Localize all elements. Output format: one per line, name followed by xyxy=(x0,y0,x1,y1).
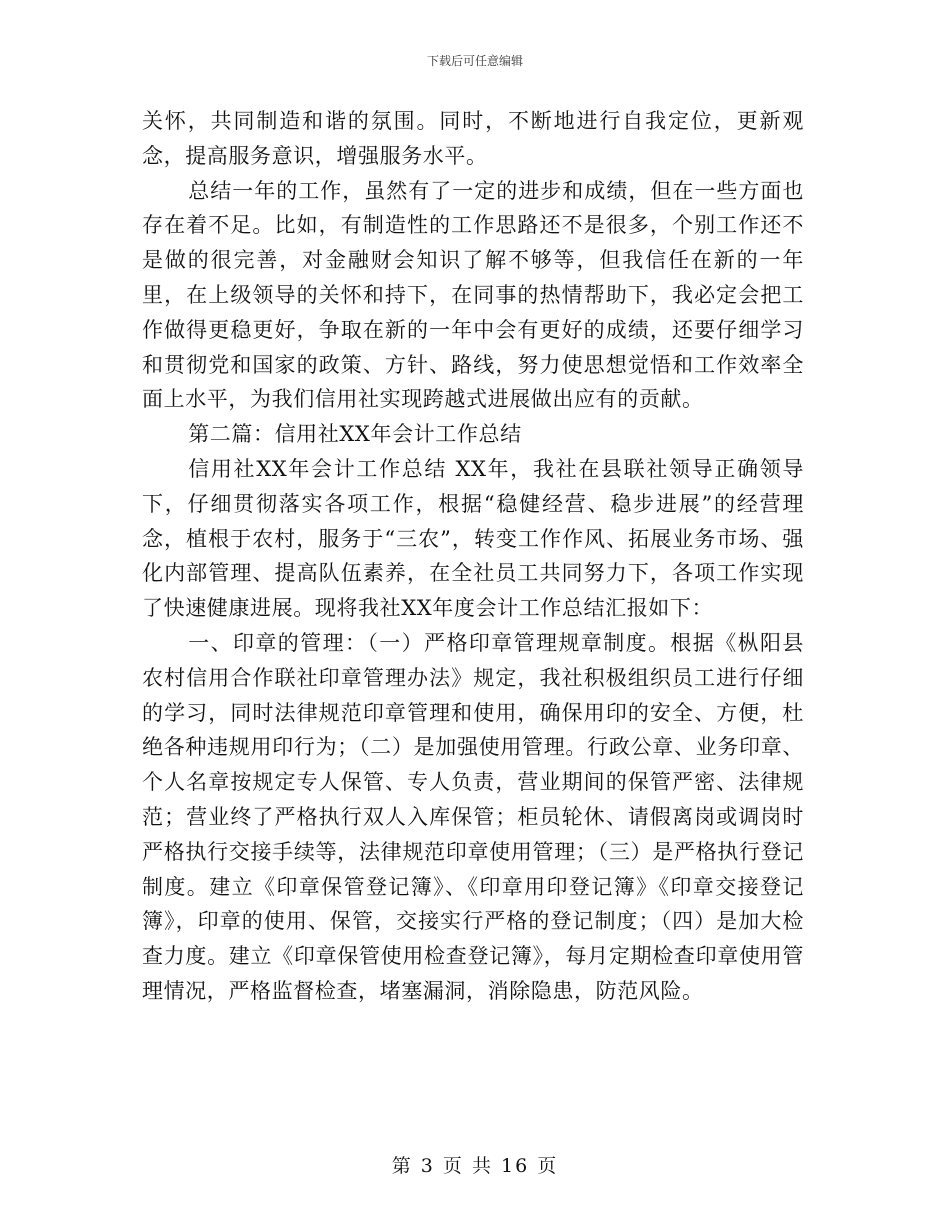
paragraph-3: 信用社XX年会计工作总结 XX年，我社在县联社领导正确领导下，仔细贯彻落实各项工作，根据“稳健经营、稳步进展”的经营理念，植根于农村，服务于“三农”，转变工作作风、拓展业务市场、强化内部管理、提高队伍素养，在全社员工共同努力下，各项工作实现了快速健康进展。现将我社XX年度会计工作总结汇报如下： xyxy=(142,456,804,621)
section-heading: 第二篇：信用社XX年会计工作总结 xyxy=(188,422,522,447)
paragraph-1: 关怀，共同制造和谐的氛围。同时，不断地进行自我定位，更新观念，提高服务意识，增强服务水平。 xyxy=(142,109,804,168)
page-header: 下载后可任意编辑 xyxy=(426,54,523,68)
page-number-footer: 第 3 页 共 16 页 xyxy=(391,1155,559,1177)
paragraph-4: 一、印章的管理：（一）严格印章管理规章制度。根据《枞阳县农村信用合作联社印章管理办法》规定，我社积极组织员工进行仔细的学习，同时法律规范印章管理和使用，确保用印的安全、方便，杜绝各种违规用印行为；（二）是加强使用管理。行政公章、业务印章、个人名章按规定专人保管、专人负责，营业期间的保管严密、法律规范；营业终了严格执行双人入库保管；柜员轮休、请假离岗或调岗时严格执行交接手续等，法律规范印章使用管理；（三）是严格执行登记制度。建立《印章保管登记簿》、《印章用印登记簿》《印章交接登记簿》，印章的使用、保管，交接实行严格的登记制度；（四）是加大检查力度。建立《印章保管使用检查登记簿》，每月定期检查印章使用管理情况，严格监督检查，堵塞漏洞，消除隐患，防范风险。 xyxy=(142,630,804,1003)
document-body xyxy=(142,104,804,1009)
paragraph-2: 总结一年的工作，虽然有了一定的进步和成绩，但在一些方面也存在着不足。比如，有制造性的工作思路还不是很多，个别工作还不是做的很完善，对金融财会知识了解不够等，但我信任在新的一年里，在上级领导的关怀和持下，在同事的热情帮助下，我必定会把工作做得更稳更好，争取在新的一年中会有更好的成绩，还要仔细学习和贯彻党和国家的政策、方针、路线，努力使思想觉悟和工作效率全面上水平，为我们信用社实现跨越式进展做出应有的贡献。 xyxy=(142,178,804,412)
